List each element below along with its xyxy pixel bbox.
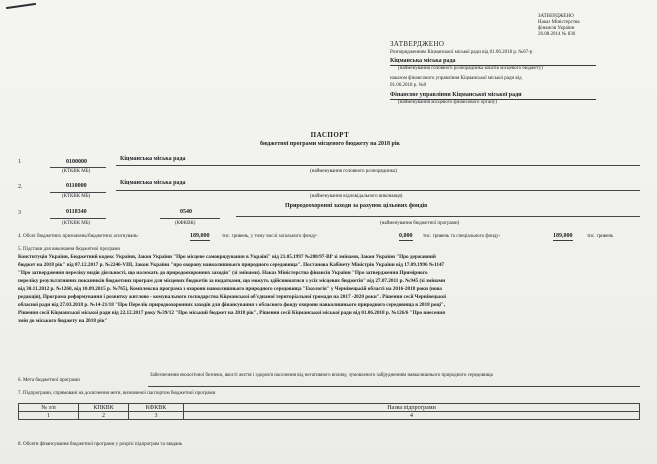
section-4-mid2: тис. гривень та спеціального фонду- xyxy=(423,234,501,239)
row-name: Кіцманська міська рада xyxy=(120,180,186,186)
legal-basis-line: редакція), Програма реформування і розвитку житлово - комунального господарства Кіцманської об'єднаної територіальної громади на 2017 -2020 роки". Рішення сесії Чернівецької xyxy=(18,294,446,300)
col-number: 2 xyxy=(79,412,129,420)
section-6-label: 6. Мета бюджетної програми xyxy=(18,378,80,383)
approval-body-name: Кіцманська міська рада xyxy=(390,58,596,66)
section-5-heading: 5. Підстави для виконання бюджетної програми xyxy=(18,247,121,252)
col-header-subprogram-name: Назва підпрограми xyxy=(184,404,640,412)
stamp-line: фінансів України xyxy=(538,26,575,31)
approval-order-line2: наказом фінансового управління Кіцманської міської ради від xyxy=(390,76,522,81)
legal-basis-line: змін до міського бюджету на 2018 рік" xyxy=(18,318,108,324)
row-fkvk-caption: (КФКВК) xyxy=(175,221,196,226)
row-code-caption: (КТКВК МБ) xyxy=(62,194,91,199)
section-4-prefix: 4. Обсяг бюджетних призначень/бюджетних асигнувань- xyxy=(18,234,139,239)
col-number: 3 xyxy=(129,412,184,420)
row-name-caption: (найменування бюджетної програми) xyxy=(380,221,460,226)
stamp-line: ЗАТВЕРДЖЕНО xyxy=(538,14,574,19)
section-4-suffix: тис. гривень xyxy=(587,234,614,239)
approval-heading: ЗАТВЕРДЖЕНО xyxy=(390,40,445,48)
stamp-line: Наказ Міністерства xyxy=(538,20,580,25)
row-name: Природоохоронні заходи за рахунок цільових фондів xyxy=(285,203,428,209)
page-subtitle: бюджетної програми місцевого бюджету на 2018 рік xyxy=(260,141,400,147)
row-name-caption: (найменування відповідального виконавця) xyxy=(310,194,403,199)
legal-basis-text xyxy=(18,253,446,325)
pen-mark xyxy=(6,3,36,9)
col-header-number: № з/п xyxy=(19,404,79,412)
row-name: Кіцманська міська рада xyxy=(120,156,186,162)
col-header-kfkvk: КФКВК xyxy=(129,404,184,412)
row-number: 1 xyxy=(18,159,21,165)
legal-basis-line: Рішення сесії Кіцманської міської ради від 22.12.2017 року №39/12 "Про міський бюджет на 2018 рік", Рішення сесії Кіцманської міської ради від 01.06.2018 р. №126/6 "Про внесення xyxy=(18,310,446,316)
program-goal-text: Забезпечення екологічної безпеки, якості життя і здоров'я населення від негативного впливу, зумовленого забрудненням навколишнього природного середовища xyxy=(150,373,493,378)
legal-basis-line: від 30.11.2012 р. №1260, від 10.09.2015 р. №765), Комплексна програма з охорони навколишнього природного середовища "Екологія" у Чернівецькій області на 2016-2018 роки (нова xyxy=(18,286,442,292)
section-4-mid1: тис. гривень, у тому числі загального фонду- xyxy=(222,234,318,239)
table-numbering-row xyxy=(19,412,640,420)
approval-stamp xyxy=(538,14,580,38)
stamp-line: 26.08.2014 № 836 xyxy=(538,32,576,37)
col-number: 1 xyxy=(19,412,79,420)
row-number: 2. xyxy=(18,184,23,190)
approval-body-caption: (найменування головного розпорядника коштів місцевого бюджету) xyxy=(398,66,543,71)
legal-basis-line: Конституція України, Бюджетний кодекс України, Закон України "Про місцеве самоврядування в Україні" від 21.05.1997 №280/97-ВР зі змінами, Закон України "Про державний xyxy=(18,254,436,260)
total-amount: 189,000 xyxy=(190,233,210,239)
row-code: 0118340 xyxy=(66,209,87,215)
legal-basis-line: обласної ради від 27.03.2018 р. №14-21/18 "Про Перелік природоохоронних заходів для фінансування з обласного фонду охорони навколишнього природного середовища в 2018 році", xyxy=(18,302,446,308)
legal-basis-line: переліку результативних показників бюджетних програм для місцевих бюджетів за видатками, що можуть здійснюватися з усіх місцевих бюджетів" від 27.07.2011 р. №945 (зі змінами xyxy=(18,278,446,284)
row-fkvk: 0540 xyxy=(180,209,192,215)
col-header-kpkvk: КПКВК xyxy=(79,404,129,412)
general-fund-amount: 0,000 xyxy=(399,233,413,239)
legal-basis-line: бюджет на 2018 рік" від 07.12.2017 р. №2246-VIII, Закон України "про охорону навколишнього природного середовища". Постанова Кабінету Міністрів України від 17.09.1996 №1147 xyxy=(18,262,445,268)
row-code-caption: (КТКВК МБ) xyxy=(62,221,91,226)
col-number: 4 xyxy=(184,412,640,420)
approval-order-date: 01.06.2018 р. №8 xyxy=(390,83,427,88)
approval-fin-caption: (найменування місцевого фінансового органу) xyxy=(398,100,497,105)
row-code: 0110000 xyxy=(66,183,87,189)
special-fund-amount: 189,000 xyxy=(553,233,573,239)
row-number: 3 xyxy=(18,210,21,216)
table-header-row xyxy=(19,404,640,412)
section-7-heading: 7. Підпрограми, спрямовані на досягнення мети, визначеної паспортом бюджетної програми xyxy=(18,391,216,396)
row-code: 0100000 xyxy=(66,159,87,165)
approval-order-line: Розпорядженням Кіцманської міської ради від 01.06.2018 р. №67-р xyxy=(390,50,533,55)
section-8-heading: 8. Обсяги фінансування бюджетної програми у розрізі підпрограм та завдань xyxy=(18,442,183,447)
page-title: ПАСПОРТ xyxy=(310,131,350,139)
approval-fin-name: Фінансове управління Кіцманської міської ради xyxy=(390,92,596,100)
row-name-caption: (найменування головного розпорядника) xyxy=(310,169,397,174)
row-code-caption: (КТКВК МБ) xyxy=(62,169,91,174)
subprograms-table xyxy=(18,403,640,420)
legal-basis-line: "Про затвердження переліку видів діяльності, що належать до природоохоронних заходів" (зі змінами). Наказ Міністерства фінансів України "Про затвердження Примірного xyxy=(18,270,428,276)
